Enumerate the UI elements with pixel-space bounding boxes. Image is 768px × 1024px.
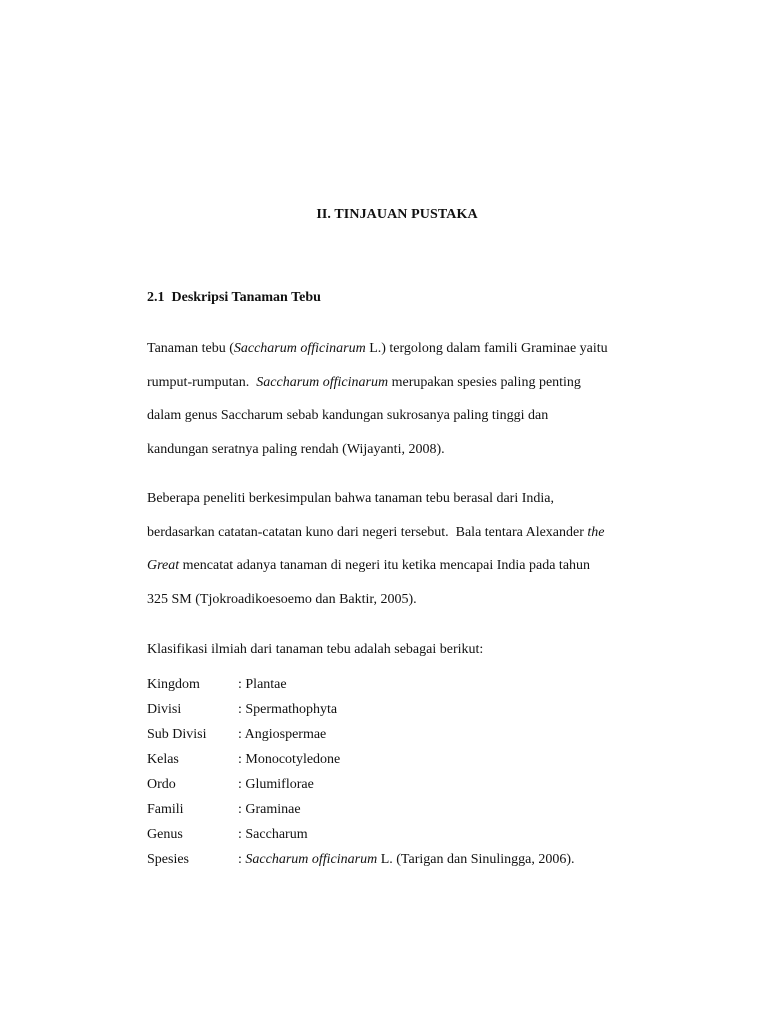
classification-value: : Plantae xyxy=(238,677,287,692)
species-name-italic: Saccharum officinarum xyxy=(233,341,366,356)
classification-row xyxy=(147,827,308,845)
classification-label: Kelas xyxy=(147,752,179,767)
classification-value: : Glumiflorae xyxy=(238,777,314,792)
classification-row xyxy=(147,727,327,745)
classification-value xyxy=(238,852,575,868)
text-segment: berdasarkan catatan-catatan kuno dari negeri tersebut. Bala tentara Alexander xyxy=(147,525,588,540)
classification-row-species xyxy=(147,852,575,870)
classification-label: Genus xyxy=(147,827,183,842)
italic-word: Great xyxy=(147,558,180,573)
paragraph-2-line-3 xyxy=(147,558,590,574)
species-name-italic: Saccharum officinarum xyxy=(256,375,389,390)
text-segment: merupakan spesies paling penting xyxy=(388,375,581,390)
text-segment: rumput-rumputan. xyxy=(147,375,257,390)
classification-label: Ordo xyxy=(147,777,176,792)
paragraph-2-line-2 xyxy=(147,525,605,541)
paragraph-1-line-1 xyxy=(147,341,608,357)
text-segment: L.) tergolong dalam famili Graminae yaitu xyxy=(365,341,608,356)
paragraph-1-line-3: dalam genus Saccharum sebab kandungan sukrosanya paling tinggi dan xyxy=(147,408,549,423)
classification-value: : Monocotyledone xyxy=(238,752,341,767)
species-name-italic: Saccharum officinarum xyxy=(245,852,378,867)
citation-text: L. (Tarigan dan Sinulingga, 2006). xyxy=(377,852,575,867)
classification-label: Kingdom xyxy=(147,677,200,692)
classification-label: Divisi xyxy=(147,702,182,717)
paragraph-3: Klasifikasi ilmiah dari tanaman tebu adalah sebagai berikut: xyxy=(147,642,484,657)
classification-value: : Saccharum xyxy=(238,827,308,842)
text-segment: Tanaman tebu ( xyxy=(147,341,234,356)
classification-value: : Spermathophyta xyxy=(238,702,338,717)
classification-row xyxy=(147,802,301,820)
classification-label: Sub Divisi xyxy=(147,727,207,742)
classification-label: Spesies xyxy=(147,852,189,867)
classification-row xyxy=(147,752,341,770)
paragraph-2-line-1: Beberapa peneliti berkesimpulan bahwa tanaman tebu berasal dari India, xyxy=(147,491,554,506)
classification-row xyxy=(147,702,338,720)
text-segment: mencatat adanya tanaman di negeri itu ketika mencapai India pada tahun xyxy=(179,558,591,573)
paragraph-1-line-4: kandungan seratnya paling rendah (Wijayanti, 2008). xyxy=(147,442,445,457)
classification-value: : Graminae xyxy=(238,802,301,817)
classification-row xyxy=(147,777,314,795)
paragraph-2-line-4: 325 SM (Tjokroadikoesoemo dan Baktir, 2005). xyxy=(147,592,417,607)
classification-value: : Angiospermae xyxy=(238,727,327,742)
italic-word: the xyxy=(587,525,605,540)
classification-label: Famili xyxy=(147,802,184,817)
classification-row xyxy=(147,677,287,695)
section-title: 2.1 Deskripsi Tanaman Tebu xyxy=(147,290,321,305)
paragraph-1-line-2 xyxy=(147,375,581,391)
text-segment: : xyxy=(238,852,246,867)
chapter-title: II. TINJAUAN PUSTAKA xyxy=(316,207,478,222)
